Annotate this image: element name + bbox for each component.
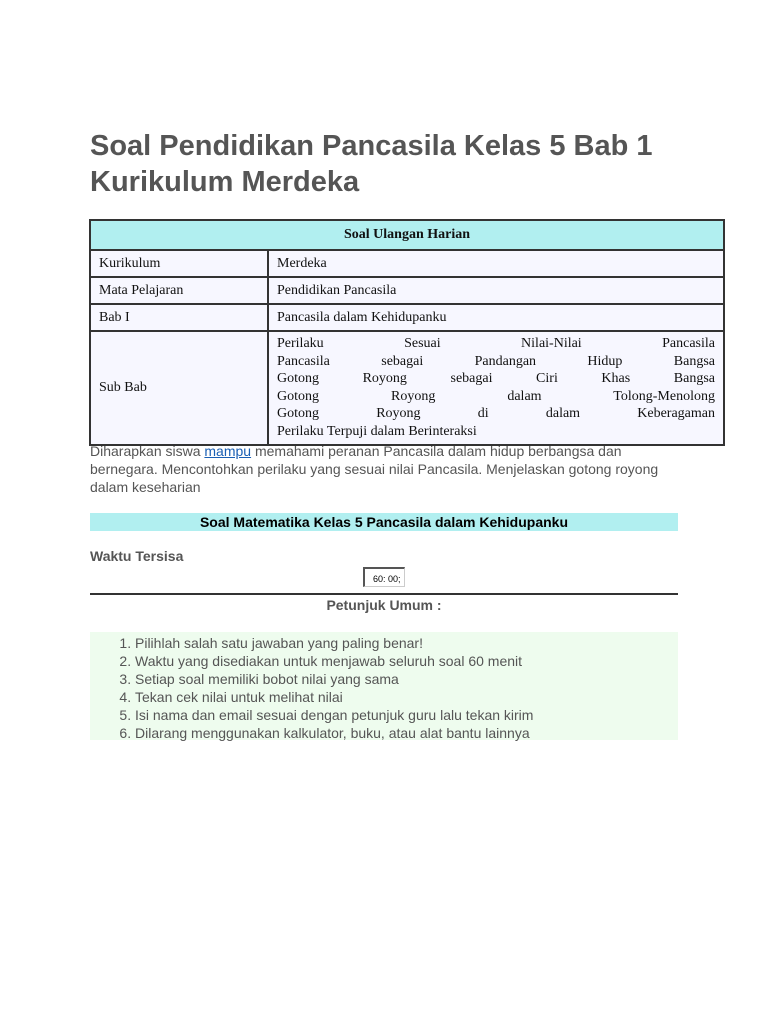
intro-paragraph (90, 442, 690, 496)
sub-bab-item: Perilaku Terpuji dalam Berinteraksi (277, 423, 477, 439)
instruction-item: 6. Dilarang menggunakan kalkulator, buku, atau alat bantu lainnya (135, 724, 678, 742)
intro-text-end: memahami peranan Pancasila dalam hidup berbangsa dan bernegara. Mencontohkan perilaku yang sesuai nilai Pancasila. Menjelaskan gotong royong dalam keseharian (90, 443, 659, 495)
info-table (89, 219, 725, 446)
sub-bab-list (268, 331, 724, 445)
row-label-bab: Bab I (90, 304, 268, 331)
timer-label: Waktu Tersisa (90, 548, 184, 564)
row-value-kurikulum: Merdeka (268, 250, 724, 277)
sub-bab-item: Pancasila sebagai Pandangan Hidup Bangsa (277, 353, 715, 369)
mampu-link[interactable]: mampu (204, 443, 252, 459)
instruction-item: 5. Isi nama dan email sesuai dengan petunjuk guru lalu tekan kirim (135, 706, 678, 724)
page-title: Soal Pendidikan Pancasila Kelas 5 Bab 1 Kurikulum Merdeka (90, 130, 653, 198)
instruction-item: 1. Pilihlah salah satu jawaban yang paling benar! (135, 634, 678, 652)
row-label-sub-bab: Sub Bab (90, 331, 268, 445)
row-value-mata-pelajaran: Pendidikan Pancasila (268, 277, 724, 304)
sub-bab-item: Gotong Royong dalam Tolong-Menolong (277, 388, 715, 404)
timer-display: 60: 00; (363, 567, 405, 587)
table-row (90, 331, 724, 445)
table-row (90, 277, 724, 304)
section-banner: Soal Matematika Kelas 5 Pancasila dalam Kehidupanku (90, 513, 678, 531)
divider (90, 593, 678, 595)
instruction-item: 4. Tekan cek nilai untuk melihat nilai (135, 688, 678, 706)
instructions-box (90, 632, 678, 740)
row-label-kurikulum: Kurikulum (90, 250, 268, 277)
intro-text-start: Diharapkan siswa (90, 443, 205, 459)
sub-bab-item: Gotong Royong di dalam Keberagaman (277, 406, 715, 422)
row-label-mata-pelajaran: Mata Pelajaran (90, 277, 268, 304)
sub-bab-item: Gotong Royong sebagai Ciri Khas Bangsa (277, 371, 715, 387)
instructions-title: Petunjuk Umum : (326, 597, 442, 613)
sub-bab-item: Perilaku Sesuai Nilai-Nilai Pancasila (277, 336, 715, 351)
instruction-item: 2. Waktu yang disediakan untuk menjawab seluruh soal 60 menit (135, 652, 678, 670)
row-value-bab: Pancasila dalam Kehidupanku (268, 304, 724, 331)
table-row (90, 250, 724, 277)
table-header: Soal Ulangan Harian (90, 220, 724, 250)
instruction-item: 3. Setiap soal memiliki bobot nilai yang sama (135, 670, 678, 688)
table-row (90, 304, 724, 331)
instructions-list (90, 632, 678, 742)
